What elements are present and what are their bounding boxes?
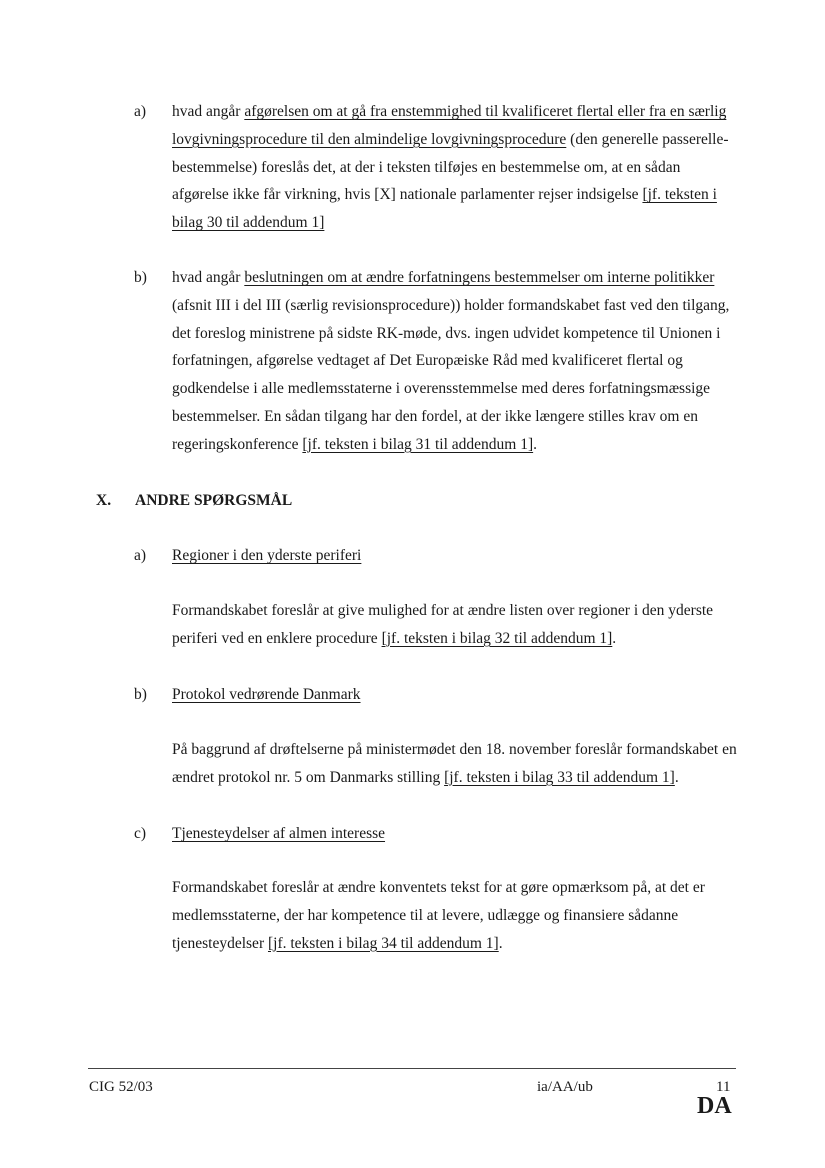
item-a-pre: hvad angår: [172, 103, 245, 120]
section-x-number: X.: [96, 492, 112, 509]
section-x-heading: [96, 487, 292, 515]
x-item-b-reference: [jf. teksten i bilag 33 til addendum 1]: [444, 768, 675, 786]
item-a-label: a): [134, 103, 147, 120]
section-x-title: ANDRE SPØRGSMÅL: [135, 492, 293, 509]
x-item-a-paragraph: Formandskabet foreslår at give mulighed for at ændre listen over regioner i den yderste periferi ved en enklere procedure [jf. teksten i bilag 32 til addendum 1].: [172, 602, 714, 647]
footer-divider: [88, 1068, 736, 1069]
x-item-c-label: c): [134, 825, 147, 842]
x-item-b-heading: Protokol vedrørende Danmark: [172, 686, 361, 703]
item-b-body: (afsnit III i del III (særlig revisionsprocedure)) holder formandskabet fast ved den tilgang, det foreslog ministrene på sidste RK-møde, dvs. ingen udvidet kompetence til Unionen i forfatningen, afgørelse vedtaget af Det Europæiske Råd med kvalificeret flertal og godkendelse i alle medlemsstaterne i overensstemmelse med deres forfatningsmæssige bestemmelser. En sådan tilgang har den fordel, at der ikke længere stilles krav om en regeringskonference: [172, 296, 730, 453]
item-b-pre: hvad angår: [172, 269, 245, 286]
x-item-c-heading: Tjenesteydelser af almen interesse: [172, 825, 386, 842]
item-a-body: (den generelle passerelle-bestemmelse) foreslås det, at der i teksten tilføjes en bestemmelse om, at en sådan afgørelse ikke får virkning, hvis [X] nationale parlamenter rejser indsigelse: [172, 130, 729, 204]
x-item-b-label: b): [134, 686, 147, 703]
x-item-b-paragraph: På baggrund af drøftelserne på ministermødet den 18. november foreslår formandskabet en ændret protokol nr. 5 om Danmarks stilling [jf. teksten i bilag 33 til addendum 1].: [172, 741, 737, 786]
item-b-label: b): [134, 269, 147, 286]
x-item-a-heading: Regioner i den yderste periferi: [172, 547, 362, 564]
item-b-underlined-subject: beslutningen om at ændre forfatningens bestemmelser om interne politikker: [244, 269, 715, 286]
item-a-reference: [jf. teksten i bilag 30 til addendum 1]: [172, 186, 717, 232]
x-item-c-reference: [jf. teksten i bilag 34 til addendum 1]: [267, 934, 499, 952]
x-item-a-label: a): [134, 547, 147, 564]
x-item-c-paragraph: Formandskabet foreslår at ændre konventets tekst for at gøre opmærksom på, at det er medlemsstaterne, der har kompetence til at levere, udlægge og finansiere sådanne tjenesteydelser [jf. teksten i bilag 34 til addendum 1].: [172, 879, 705, 952]
footer-language-code: DA: [697, 1093, 732, 1119]
item-b-paragraph: hvad angår beslutningen om at ændre forfatningens bestemmelser om interne politikker (afsnit III i del III (særlig revisionsprocedure)) holder formandskabet fast ved den tilgang, det foreslog ministrene på sidste RK-møde, dvs. ingen udvidet kompetence til Unionen i forfatningen, afgørelse vedtaget af Det Europæiske Råd med kvalificeret flertal og godkendelse i alle medlemsstaterne i overensstemmelse med deres forfatningsmæssige bestemmelser. En sådan tilgang har den fordel, at der ikke længere stilles krav om en regeringskonference [jf. teksten i bilag 31 til addendum 1].: [172, 269, 730, 453]
footer-page-number: 11: [716, 1079, 731, 1095]
item-a-paragraph: [172, 98, 737, 237]
item-b-reference: [jf. teksten i bilag 31 til addendum 1]: [302, 435, 534, 453]
footer-doc-ref: CIG 52/03: [89, 1079, 153, 1095]
x-item-a-reference: [jf. teksten i bilag 32 til addendum 1]: [381, 629, 613, 647]
item-a-underlined-subject: afgørelsen om at gå fra enstemmighed til kvalificeret flertal eller fra en særlig lovgivningsprocedure til den almindelige lovgivningsprocedure: [172, 103, 727, 148]
footer-initials: ia/AA/ub: [537, 1079, 593, 1095]
